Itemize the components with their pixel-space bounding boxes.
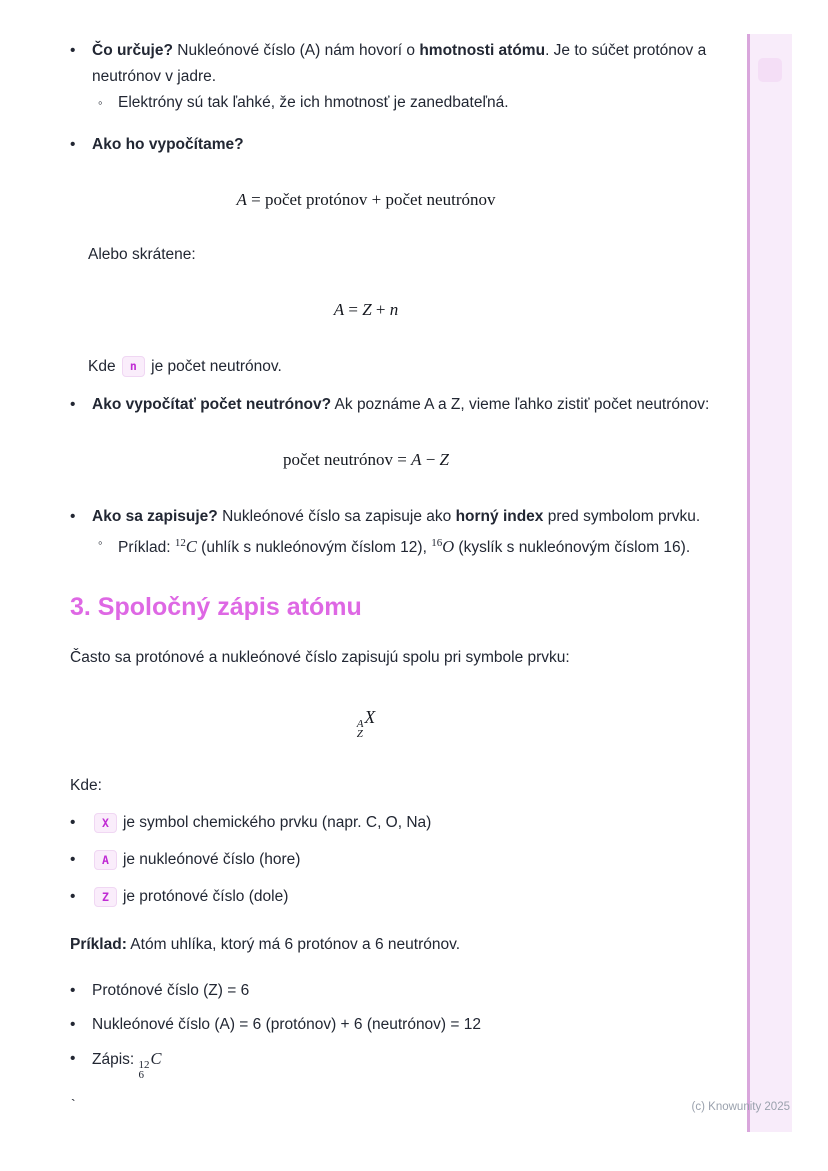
bullet-ako-vypocitat-neutrony — [70, 392, 742, 418]
math-sub-Z: Z — [356, 728, 363, 740]
bullet-icon: • — [70, 1050, 76, 1067]
bullet-nukleonove-cislo-text: Nukleónové číslo (A) = 6 (protónov) + 6 (neutrónov) = 12 — [92, 1016, 481, 1033]
para-priklad — [70, 932, 742, 958]
bullet-icon: • — [70, 1016, 76, 1033]
subbullet-priklad-izotopy — [70, 530, 742, 561]
math-sub-6: 6 — [138, 1069, 145, 1081]
math-var-A: A — [236, 190, 247, 209]
math-var-C: C — [150, 1049, 162, 1068]
subbullet-elektrony — [70, 90, 742, 116]
copyright-footer: (c) Knowunity 2025 — [691, 1101, 790, 1113]
math-text: počet neutrónov = — [282, 450, 412, 469]
text-run: Nukleónové číslo sa zapisuje ako — [217, 508, 456, 525]
code-badge-z: Z — [94, 887, 117, 908]
math-var-n: n — [389, 300, 399, 319]
bullet-protonove-cislo-text: Protónové číslo (Z) = 6 — [92, 982, 250, 999]
page-edge-highlight — [747, 34, 792, 1132]
math-var-A: A — [333, 300, 345, 319]
formula-a-z-n — [70, 298, 662, 322]
bullet-ako-sa-zapisuje — [70, 504, 742, 530]
text-run: Ak poznáme A a Z, vieme ľahko zistiť počet neutrónov: — [331, 396, 710, 413]
badge-bullet-z — [70, 884, 742, 910]
bullet-nukleonove-cislo — [70, 1012, 742, 1038]
math-var-C: C — [185, 537, 197, 556]
badge-a-text: je nukleónové číslo (hore) — [122, 851, 301, 868]
text-run: Zápis: — [92, 1051, 139, 1068]
section-heading-spolocny-zapis: 3. Spoločný zápis atómu — [70, 593, 362, 621]
math-var-Z: Z — [439, 450, 450, 469]
badge-x-text: je symbol chemického prvku (napr. C, O, Na) — [122, 814, 432, 831]
math-stacked-scripts — [357, 719, 364, 739]
subbullet-priklad-izotopy-text — [118, 530, 742, 561]
bullet-icon: • — [70, 42, 76, 59]
stray-backtick: ` — [71, 1096, 76, 1112]
bullet-ako-sa-zapisuje-text — [92, 504, 742, 530]
text-run: Nukleónové číslo (A) nám hovorí o — [172, 42, 420, 59]
math-var-O: O — [442, 537, 455, 556]
code-badge-a: A — [94, 850, 117, 871]
bullet-icon: • — [70, 888, 76, 905]
formula-neutrony — [70, 448, 662, 472]
bullet-icon: • — [70, 136, 76, 153]
math-superscript-16: 16 — [431, 537, 443, 549]
bold-hmotnosti: hmotnosti atómu — [419, 42, 546, 59]
math-sup-A: A — [356, 718, 364, 730]
edge-accent-square — [758, 58, 782, 82]
text-run: (kyslík s nukleónovým číslom 16). — [454, 539, 691, 556]
math-text: = počet protónov + počet neutrónov — [246, 190, 496, 209]
bold-lead: Ako ho vypočítame? — [92, 136, 244, 153]
bullet-icon: • — [70, 982, 76, 999]
math-text: − — [421, 450, 440, 469]
math-sup-12: 12 — [138, 1059, 150, 1071]
bullet-icon: • — [70, 396, 76, 413]
text-run: . Je to súčet protónov a neutrónov v jadre. — [92, 42, 707, 85]
para-casto: Často sa protónové a nukleónové číslo zapisujú spolu pri symbole prvku: — [70, 649, 570, 666]
badge-bullet-a — [70, 847, 742, 873]
bullet-ako-vypocitame-text — [92, 132, 742, 158]
subbullet-elektrony-text: Elektróny sú tak ľahké, že ich hmotnosť je zanedbateľná. — [118, 94, 509, 111]
code-badge-x: X — [94, 813, 117, 834]
para-kde-n — [70, 354, 742, 380]
bold-lead: Čo určuje? — [92, 42, 173, 59]
formula-azx — [70, 705, 662, 739]
bullet-co-urcuje — [70, 38, 742, 90]
math-superscript-12: 12 — [174, 537, 186, 549]
text-run: pred symbolom prvku. — [543, 508, 701, 525]
text-run: Príklad: — [118, 539, 175, 556]
badge-bullet-x — [70, 810, 742, 836]
text-run: Atóm uhlíka, ktorý má 6 protónov a 6 neutrónov. — [126, 936, 461, 953]
code-badge-n: n — [122, 356, 145, 377]
bullet-ako-vypocitat-neutrony-text — [92, 392, 742, 418]
bullet-co-urcuje-text — [92, 38, 742, 90]
circle-bullet-icon: ◦ — [98, 535, 103, 550]
math-text: + — [371, 300, 390, 319]
circle-bullet-icon: ◦ — [98, 95, 103, 110]
math-var-A: A — [411, 450, 422, 469]
bold-horny-index: horný index — [455, 508, 544, 525]
math-stacked-scripts — [139, 1060, 150, 1080]
math-var-Z: Z — [362, 300, 372, 319]
bullet-ako-vypocitame — [70, 132, 742, 158]
bold-lead: Ako sa zapisuje? — [92, 508, 218, 525]
bullet-zapis-text — [92, 1046, 742, 1080]
bullet-icon: • — [70, 508, 76, 525]
bullet-zapis — [70, 1046, 742, 1080]
bullet-icon: • — [70, 814, 76, 831]
bullet-icon: • — [70, 851, 76, 868]
badge-z-text: je protónové číslo (dole) — [122, 888, 289, 905]
formula-a-sum — [70, 188, 662, 212]
text-run: je počet neutrónov. — [146, 358, 282, 375]
text-run: Kde — [88, 358, 120, 375]
note-content — [70, 38, 742, 1080]
math-var-X: X — [364, 707, 376, 727]
para-kde: Kde: — [70, 777, 102, 794]
text-run: (uhlík s nukleónovým číslom 12), — [196, 539, 432, 556]
bold-lead: Ako vypočítať počet neutrónov? — [92, 396, 332, 413]
para-alebo-skratene: Alebo skrátene: — [88, 246, 196, 263]
bullet-protonove-cislo — [70, 978, 742, 1004]
math-text: = — [344, 300, 363, 319]
bold-priklad: Príklad: — [70, 936, 127, 953]
